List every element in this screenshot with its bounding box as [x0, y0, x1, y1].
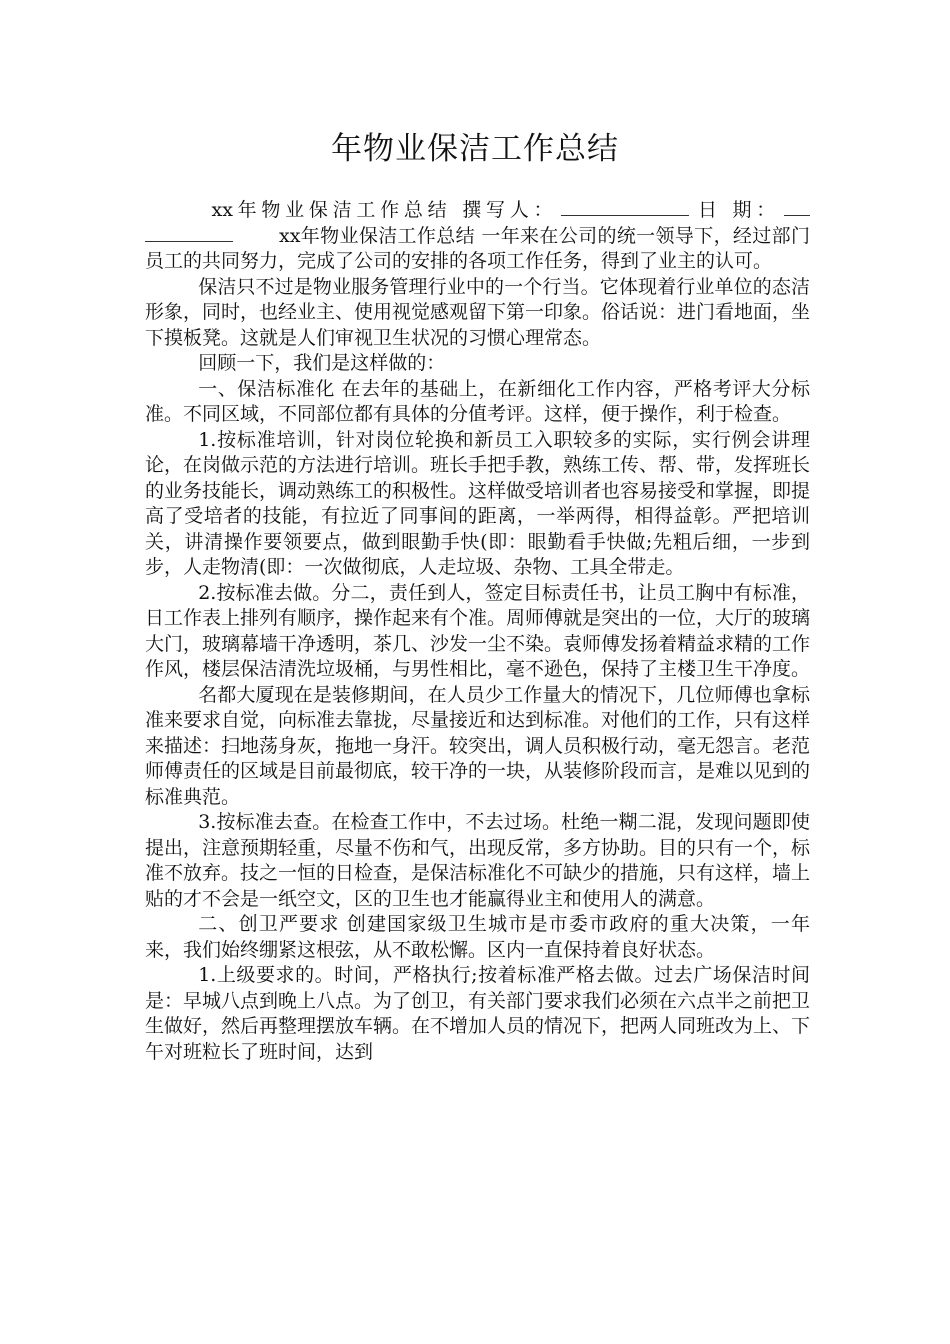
date-label: 日 期： — [693, 199, 780, 221]
section-heading-paragraph: 二、创卫严要求 创建国家级卫生城市是市委市政府的重大决策，一年来，我们始终绷紧这根弦，从不敢松懈。区内一直保持着良好状态。 — [145, 913, 810, 961]
header-paragraph — [145, 198, 810, 275]
date-blank-2 — [145, 240, 233, 242]
page-title: 年物业保洁工作总结 — [331, 131, 619, 167]
author-blank — [561, 214, 689, 216]
paragraph: 3.按标准去查。在检查工作中，不去过场。杜绝一糊二混，发现问题即使提出，注意预期轻重，尽量不伤和气，出现反常，多方协助。目的只有一个，标准不放弃。技之一恒的日检查，是保洁标准化不可缺少的措施，只有这样，墙上贴的才不会是一纸空文，区的卫生也才能赢得业主和使用人的满意。 — [145, 811, 811, 910]
paragraph: 回顾一下，我们是这样做的： — [198, 352, 446, 374]
header-intro: xx年物业保洁工作总结 一年来在公司的统一领导下，经过部门员工的共同努力，完成了公司的安排的各项工作任务，得到了业主的认可。 — [145, 224, 810, 272]
paragraph: 1.上级要求的。时间，严格执行;按着标准严格去做。过去广场保洁时间是：早城八点到晚上八点。为了创卫，有关部门要求我们必须在六点半之前把卫生做好，然后再整理摆放车辆。在不增加人员的情况下，把两人同班改为上、下午对班粒长了班时间，达到 — [145, 964, 811, 1063]
header-lead: xx年物业保洁工作总结 撰写人： — [211, 199, 558, 221]
paragraph: 名都大厦现在是装修期间，在人员少工作量大的情况下，几位师傅也拿标准来要求自觉，向标准去靠拢，尽量接近和达到标准。对他们的工作，只有这样来描述：扫地荡身灰，拖地一身汗。较突出，调人员积极行动，毫无怨言。老范师傅责任的区域是目前最彻底，较干净的一块，从装修阶段而言，是难以见到的标准典范。 — [145, 683, 811, 808]
section-heading-paragraph: 一、保洁标准化 在去年的基础上，在新细化工作内容，严格考评大分标准。不同区域，不同部位都有具体的分值考评。这样，便于操作，利于检查。 — [145, 377, 810, 425]
date-blank-1 — [784, 214, 810, 216]
document-body — [145, 198, 810, 1065]
paragraph: 2.按标准去做。分二，责任到人，签定目标责任书，让员工胸中有标准，日工作表上排列有顺序，操作起来有个准。周师傅就是突出的一位，大厅的玻璃大门，玻璃幕墙干净透明，茶几、沙发一尘不染。袁师傅发扬着精益求精的工作作风，楼层保洁清洗垃圾桶，与男性相比，毫不逊色，保持了主楼卫生干净度。 — [145, 581, 811, 680]
paragraph: 1.按标准培训，针对岗位轮换和新员工入职较多的实际，实行例会讲理论，在岗做示范的方法进行培训。班长手把手教，熟练工传、帮、带，发挥班长的业务技能长，调动熟练工的积极性。这样做受培训者也容易接受和掌握，即提高了受培者的技能，有拉近了同事间的距离，一举两得，相得益彰。严把培训关，讲清操作要领要点，做到眼勤手快(即：眼勤看手快做;先粗后细，一步到步，人走物清(即：一次做彻底，人走垃圾、杂物、工具全带走。 — [145, 428, 811, 578]
paragraph: 保洁只不过是物业服务管理行业中的一个行当。它体现着行业单位的态洁形象，同时，也经业主、使用视觉感观留下第一印象。俗话说：进门看地面，坐下摸板凳。这就是人们审视卫生状况的习惯心理常态。 — [145, 275, 811, 349]
